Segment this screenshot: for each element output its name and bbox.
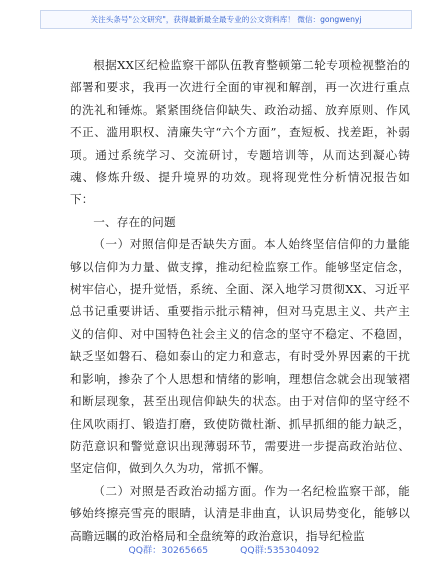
footer-qq-group-2: QQ群:535304092	[240, 545, 320, 556]
intro-paragraph: 根据XX区纪检监察干部队伍教育整顿第二轮专项检视整治的部署和要求，我再一次进行全面的审视和解剖，再一次进行重点的洗礼和锤炼。紧紧围绕信仰缺失、政治动摇、放弃原则、作风不正、滥用职权、清廉失守“六个方面”，查短板、找差距，补弱项。通过系统学习、交流研讨，专题培训等，从而达到凝心铸魂、修炼升级、提升境界的功效。现将现党性分析情况报告如下：	[70, 58, 410, 207]
promo-banner	[40, 10, 412, 29]
footer-qq-group-1: QQ群：30265665	[128, 545, 209, 556]
problem-item-1: （一）对照信仰是否缺失方面。本人始终坚信信仰的力量能够以信仰为力量、做支撑，推动纪检监察工作。能够坚定信念，树牢信心，提升觉悟，系统、全面、深入地学习贯彻XX、习近平总书记重要讲话、重要指示批示精神，但对马克思主义、共产主义的信仰、对中国特色社会主义的信念的坚守不稳定、不稳固，缺乏坚如磐石、稳如泰山的定力和意志，有时受外界因素的干扰和影响，掺杂了个人思想和情绪的影响，理想信念就会出现皱褶和断层现象，甚至出现信仰缺失的状态。由于对信仰的坚守经不住风吹雨打、锻造打磨，致使防微杜渐、抓早抓细的能力缺乏，防范意识和警觉意识出现薄弱环节，需要进一步提高政治站位、坚定信仰，做到久久为功，常抓不懈。	[70, 237, 410, 476]
section-heading: 一、存在的问题	[93, 214, 176, 229]
problem-item-2: （二）对照是否政治动摇方面。作为一名纪检监察干部，能够始终擦亮雪亮的眼睛，认清是非曲直，认识局势变化，能够以高瞻远瞩的政治格局和全盘统筹的政治意识，指导纪检监	[70, 483, 410, 543]
footer-qq-groups	[0, 542, 448, 556]
document-body	[70, 54, 410, 547]
promo-banner-text: 关注头条号"公文研究"，获得最新最全最专业的公文资料库！ 微信：gongwenyj	[90, 15, 362, 24]
